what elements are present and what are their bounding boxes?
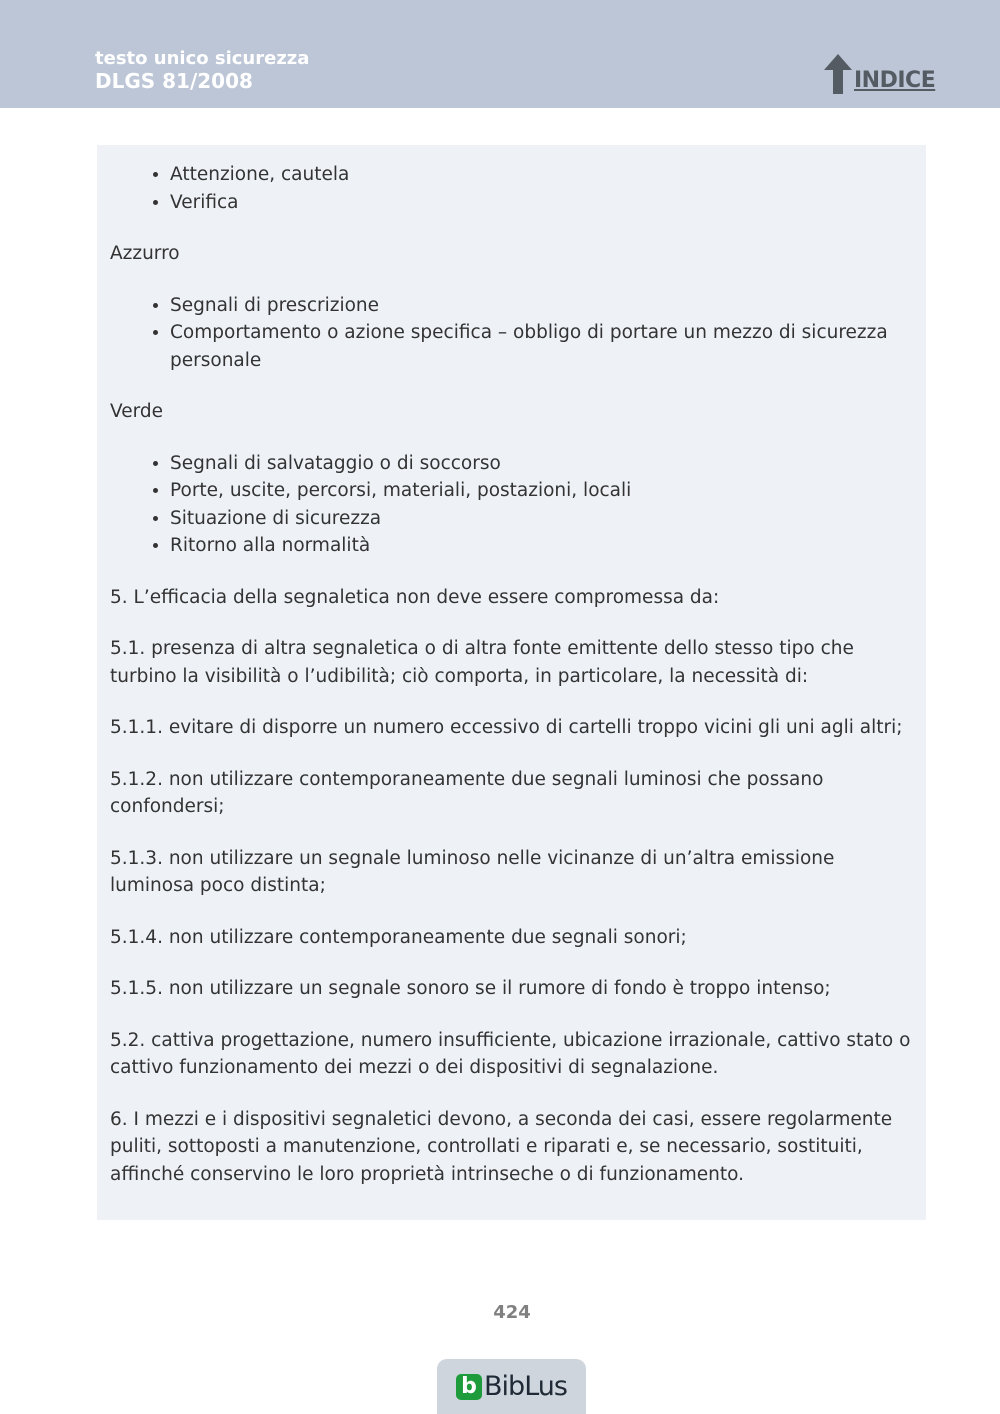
arrow-up-icon <box>824 54 852 94</box>
list-item: • Comportamento o azione specifica – obbligo di portare un mezzo di sicurezza personale <box>170 319 913 374</box>
bullet-list-azzurro <box>110 292 913 375</box>
index-link[interactable] <box>824 54 935 94</box>
list-item: • Porte, uscite, percorsi, materiali, postazioni, locali <box>170 477 913 505</box>
bullet-list-yellow <box>110 161 913 216</box>
paragraph: 5.1.1. evitare di disporre un numero eccessivo di cartelli troppo vicini gli uni agli altri; <box>110 717 903 738</box>
paragraph: 5. L’efficacia della segnaletica non deve essere compromessa da: <box>110 586 720 608</box>
list-item: • Verifica <box>170 189 913 217</box>
bullet-list-verde <box>110 450 913 560</box>
biblus-logo-text: BibLus <box>484 1371 567 1402</box>
biblus-logo[interactable] <box>437 1359 586 1414</box>
paragraph: 5.1.2. non utilizzare contemporaneamente due segnali luminosi che possano confondersi; <box>110 768 824 817</box>
paragraph: 5.1.3. non utilizzare un segnale luminoso nelle vicinanze di un’altra emissione luminosa poco distinta; <box>110 847 835 896</box>
list-item: • Segnali di salvataggio o di soccorso <box>170 450 913 478</box>
list-item: • Segnali di prescrizione <box>170 292 913 320</box>
document-title <box>95 47 309 93</box>
paragraph: 5.1.5. non utilizzare un segnale sonoro se il rumore di fondo è troppo intenso; <box>110 978 831 999</box>
index-link-label: INDICE <box>854 68 936 93</box>
section-heading-azzurro: Azzurro <box>110 243 180 264</box>
paragraph: 5.1.4. non utilizzare contemporaneamente due segnali sonori; <box>110 926 687 948</box>
document-title-line2: DLGS 81/2008 <box>95 69 253 93</box>
paragraph: 5.2. cattiva progettazione, numero insufficiente, ubicazione irrazionale, cattivo stato o cattivo funzionamento dei mezzi o dei dispositivi di segnalazione. <box>110 1029 911 1078</box>
page-number: 424 <box>493 1302 531 1323</box>
page-header <box>0 0 1000 108</box>
list-item: • Situazione di sicurezza <box>170 505 913 533</box>
list-item: • Attenzione, cautela <box>170 161 913 189</box>
document-title-line1: testo unico sicurezza <box>95 48 310 69</box>
section-heading-verde: Verde <box>110 401 164 422</box>
list-item: • Ritorno alla normalità <box>170 532 913 560</box>
biblus-logo-icon: b <box>456 1374 482 1400</box>
paragraph: 5.1. presenza di altra segnaletica o di altra fonte emittente dello stesso tipo che turbino la visibilità o l’udibilità; ciò comporta, in particolare, la necessità di: <box>110 638 854 687</box>
paragraph: 6. I mezzi e i dispositivi segnaletici devono, a seconda dei casi, essere regolarmente puliti, sottoposti a manutenzione, controllati e riparati e, se necessario, sostituiti, affinché conservino le loro proprietà intrinseche o di funzionamento. <box>110 1108 893 1185</box>
content-box <box>97 145 926 1220</box>
